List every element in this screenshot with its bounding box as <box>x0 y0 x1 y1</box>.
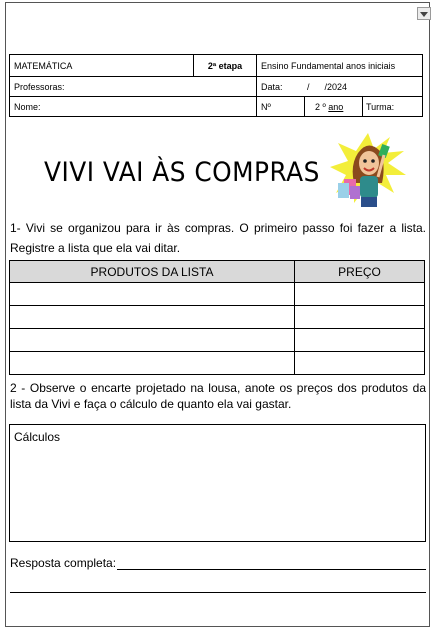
calculations-label: Cálculos <box>14 430 61 444</box>
level-cell: Ensino Fundamental anos iniciais <box>257 55 423 77</box>
price-cell[interactable] <box>295 306 425 329</box>
price-cell[interactable] <box>295 352 425 375</box>
answer-second-line[interactable] <box>10 592 426 593</box>
shopping-girl-illustration <box>328 131 408 209</box>
date-value: / /2024 <box>307 81 348 92</box>
product-cell[interactable] <box>10 306 295 329</box>
date-cell <box>257 77 423 97</box>
answer-label: Resposta completa: <box>10 556 117 570</box>
number-cell: Nº <box>257 97 305 117</box>
shopping-list-table <box>9 260 425 375</box>
class-cell: Turma: <box>366 101 395 112</box>
product-cell[interactable] <box>10 352 295 375</box>
price-header: PREÇO <box>295 261 425 283</box>
subject-cell: MATEMÁTICA <box>10 55 194 77</box>
dropdown-arrow-icon[interactable] <box>417 7 431 20</box>
price-cell[interactable] <box>295 283 425 306</box>
question-2: 2 - Observe o encarte projetado na lousa, anote os preços dos produtos da lista da Vivi e faça o cálculo de quanto ela vai gastar. <box>10 381 426 411</box>
table-row <box>10 306 425 329</box>
stage-cell: 2ª etapa <box>194 55 257 77</box>
teachers-cell: Professoras: <box>10 77 257 97</box>
price-cell[interactable] <box>295 329 425 352</box>
table-row <box>10 352 425 375</box>
table-row <box>10 283 425 306</box>
header-table <box>9 54 423 117</box>
answer-line[interactable] <box>10 556 426 570</box>
grade-cell: 2 º ano <box>305 97 363 116</box>
product-cell[interactable] <box>10 283 295 306</box>
product-cell[interactable] <box>10 329 295 352</box>
table-row <box>10 329 425 352</box>
question-1: 1- Vivi se organizou para ir às compras. O primeiro passo foi fazer a lista. Registre a lista que ela vai ditar. <box>10 221 426 255</box>
products-header: PRODUTOS DA LISTA <box>10 261 295 283</box>
name-cell: Nome: <box>10 97 257 117</box>
answer-underline <box>117 556 426 570</box>
date-label: Data: <box>261 81 283 92</box>
calculations-box[interactable] <box>9 424 426 542</box>
worksheet-title: VIVI VAI ÀS COMPRAS <box>44 157 320 188</box>
